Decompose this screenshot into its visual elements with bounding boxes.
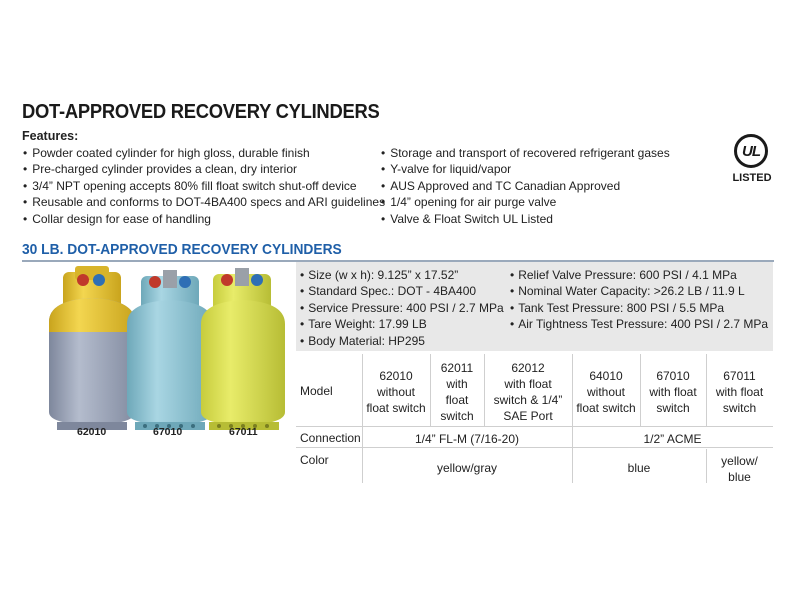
ul-listed-logo — [730, 134, 776, 190]
feature-item: • 3/4” NPT opening accepts 80% fill float switch shut-off device — [23, 178, 385, 194]
model-number: 62010 — [379, 369, 413, 383]
row-label-connection: Connection — [300, 431, 361, 445]
features-heading: Features: — [22, 129, 79, 143]
color-value: blue — [627, 461, 651, 475]
feature-item: • AUS Approved and TC Canadian Approved — [381, 178, 670, 194]
model-column — [706, 368, 773, 416]
model-desc: switch — [722, 401, 757, 415]
model-desc: SAE Port — [503, 409, 553, 423]
color-value — [706, 453, 773, 485]
model-desc: without — [586, 385, 626, 399]
connection-value: 1/4” FL-M (7/16-20) — [414, 432, 520, 446]
model-desc: with float — [504, 377, 552, 391]
cylinder-62010 — [49, 266, 135, 430]
spec-item: • Tank Test Pressure: 800 PSI / 5.5 MPa — [510, 300, 768, 316]
cylinder-label: 62010 — [77, 426, 107, 438]
spec-item: • Relief Valve Pressure: 600 PSI / 4.1 MPa — [510, 267, 768, 283]
spec-item: • Size (w x h): 9.125” x 17.52” — [300, 267, 504, 283]
model-column — [430, 360, 484, 424]
model-column — [484, 360, 572, 424]
cylinder-photo — [45, 262, 285, 440]
page-title: DOT-APPROVED RECOVERY CYLINDERS — [22, 101, 380, 123]
model-desc: float — [445, 393, 469, 407]
cylinder-label: 67010 — [153, 426, 183, 438]
specs-list-right — [510, 267, 768, 333]
features-list-left — [23, 145, 385, 227]
cylinder-label: 67011 — [229, 426, 258, 438]
feature-item: • Storage and transport of recovered refrigerant gases — [381, 145, 670, 161]
spec-item: • Tare Weight: 17.99 LB — [300, 316, 504, 332]
model-number: 62012 — [511, 361, 545, 375]
feature-item: • Collar design for ease of handling — [23, 211, 385, 227]
model-number: 67011 — [723, 369, 756, 383]
cylinder-67011 — [201, 268, 285, 430]
feature-item: • Powder coated cylinder for high gloss, durable finish — [23, 145, 385, 161]
model-desc: with float — [649, 385, 697, 399]
cylinder-67010 — [127, 270, 213, 430]
feature-item: • 1/4” opening for air purge valve — [381, 194, 670, 210]
model-number: 62011 — [440, 361, 474, 375]
spec-item: • Air Tightness Test Pressure: 400 PSI / 2.7 MPa — [510, 316, 768, 332]
model-desc: with float — [715, 385, 764, 399]
section-title: 30 LB. DOT-APPROVED RECOVERY CYLINDERS — [22, 241, 342, 258]
color-value-line: yellow/ — [721, 454, 758, 468]
feature-item: • Pre-charged cylinder provides a clean, dry interior — [23, 161, 385, 177]
model-number: 67010 — [656, 369, 690, 383]
feature-item: • Reusable and conforms to DOT-4BA400 specs and ARI guidelines — [23, 194, 385, 210]
ul-listed-caption: LISTED — [732, 172, 772, 184]
row-label-model: Model — [300, 384, 333, 398]
spec-item: • Service Pressure: 400 PSI / 2.7 MPa — [300, 300, 504, 316]
model-column — [572, 368, 640, 416]
feature-item: • Y-valve for liquid/vapor — [381, 161, 670, 177]
color-value: yellow/gray — [436, 461, 498, 475]
model-desc: float switch — [576, 401, 636, 415]
row-label-color: Color — [300, 453, 329, 467]
spec-item: • Nominal Water Capacity: >26.2 LB / 11.9 L — [510, 283, 768, 299]
color-value-line: blue — [728, 470, 751, 484]
model-desc: switch — [656, 401, 690, 415]
model-desc: without — [376, 385, 416, 399]
features-list-right — [381, 145, 670, 227]
specs-list-left — [300, 267, 504, 349]
ul-mark-icon: UL — [734, 134, 768, 168]
connection-value: 1/2” ACME — [643, 432, 702, 446]
model-desc: float switch — [366, 401, 426, 415]
model-column — [640, 368, 706, 416]
spec-item: • Standard Spec.: DOT - 4BA400 — [300, 283, 504, 299]
model-number: 64010 — [589, 369, 623, 383]
spec-item: • Body Material: HP295 — [300, 333, 504, 349]
model-desc: with — [446, 377, 468, 391]
model-desc: switch & 1/4” — [493, 393, 563, 407]
feature-item: • Valve & Float Switch UL Listed — [381, 211, 670, 227]
model-column — [362, 368, 430, 416]
model-desc: switch — [440, 409, 474, 423]
